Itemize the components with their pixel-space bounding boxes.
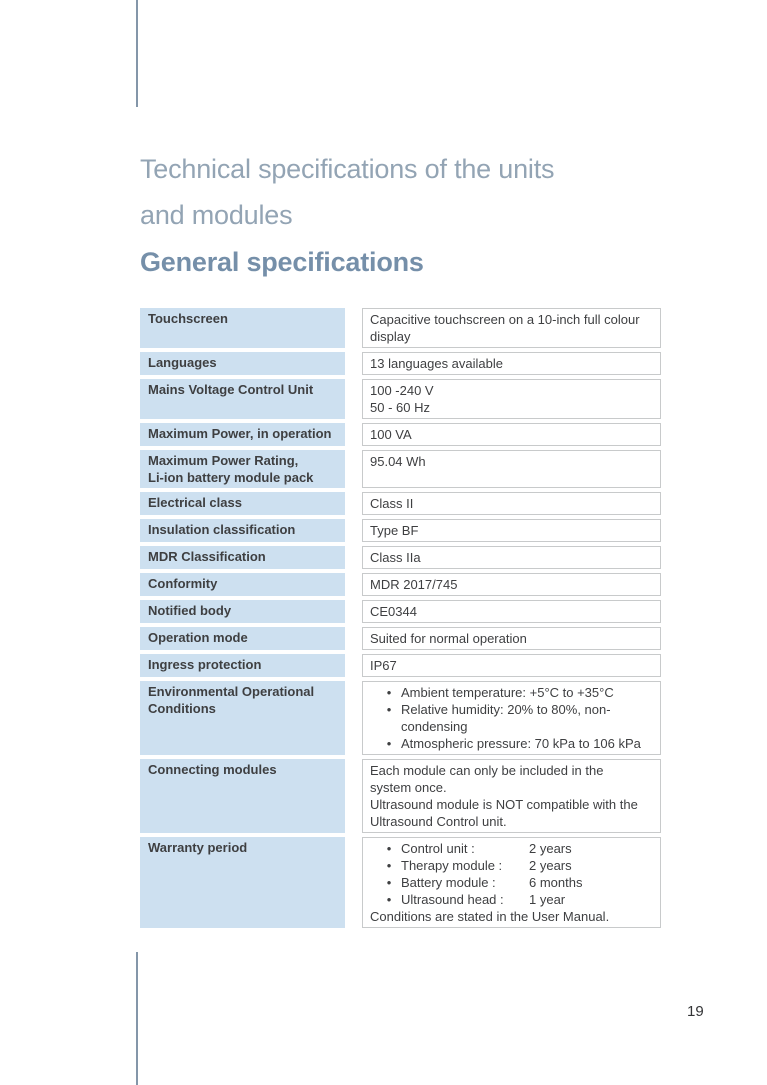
spec-label	[140, 379, 345, 419]
spec-label	[140, 837, 345, 928]
spec-label-line: Connecting modules	[148, 762, 277, 777]
bullet-item	[370, 891, 653, 908]
bullet-text-line: Relative humidity: 20% to 80%, non-	[401, 702, 611, 717]
spec-value-line: Class II	[370, 496, 414, 511]
spec-label-line: Mains Voltage Control Unit	[148, 382, 314, 397]
spec-value-line: Type BF	[370, 523, 419, 538]
spec-row	[140, 308, 661, 348]
spec-label-line: Electrical class	[148, 495, 242, 510]
spec-value-line: Each module can only be included in the	[370, 763, 604, 778]
bullet-icon: •	[386, 858, 392, 873]
spec-label-line: Touchscreen	[148, 311, 228, 326]
spec-value	[362, 423, 661, 446]
bullet-text-line: condensing	[401, 719, 468, 734]
spec-row	[140, 450, 661, 488]
spec-label	[140, 627, 345, 650]
bullet-text	[401, 735, 653, 752]
spec-label	[140, 759, 345, 833]
spec-label-line: Conditions	[148, 701, 216, 716]
section-subtitle: General specifications	[140, 247, 424, 277]
bullet-item	[370, 735, 653, 752]
spec-row	[140, 837, 661, 928]
spec-label	[140, 573, 345, 596]
spec-label	[140, 492, 345, 515]
spec-label-line: Warranty period	[148, 840, 248, 855]
spec-row	[140, 627, 661, 650]
bullet-item-value: 2 years	[529, 841, 572, 856]
spec-row	[140, 519, 661, 542]
spec-row	[140, 759, 661, 833]
bullet-item-name: Battery module :	[401, 875, 496, 890]
spec-label-line: MDR Classification	[148, 549, 266, 564]
spec-label-line: Maximum Power, in operation	[148, 426, 332, 441]
bullet-item	[370, 684, 653, 701]
accent-line-bottom	[136, 952, 138, 1085]
spec-value	[362, 654, 661, 677]
bullet-item-name: Control unit :	[401, 841, 475, 856]
spec-value	[362, 308, 661, 348]
spec-value-footnote: Conditions are stated in the User Manual.	[370, 909, 610, 924]
spec-label	[140, 450, 345, 488]
spec-value-line: Ultrasound Control unit.	[370, 814, 507, 829]
spec-row	[140, 654, 661, 677]
spec-label-line: Li-ion battery module pack	[148, 470, 314, 485]
spec-table	[140, 308, 661, 928]
spec-label-line: Operation mode	[148, 630, 248, 645]
spec-value-line: Capacitive touchscreen on a 10-inch full colour	[370, 312, 640, 327]
accent-line-top	[136, 0, 138, 107]
spec-label-line: Conformity	[148, 576, 218, 591]
spec-label	[140, 308, 345, 348]
spec-value-line: CE0344	[370, 604, 417, 619]
spec-row	[140, 573, 661, 596]
spec-value-line: MDR 2017/745	[370, 577, 458, 592]
spec-value	[362, 450, 661, 488]
bullet-icon: •	[386, 702, 392, 717]
spec-row	[140, 546, 661, 569]
page-title-line2: and modules	[140, 200, 293, 230]
spec-row	[140, 492, 661, 515]
spec-label	[140, 352, 345, 375]
spec-value	[362, 352, 661, 375]
bullet-icon: •	[386, 685, 392, 700]
bullet-item	[370, 857, 653, 874]
spec-label	[140, 681, 345, 755]
bullet-icon: •	[386, 736, 392, 751]
spec-value	[362, 519, 661, 542]
spec-value-line: 95.04 Wh	[370, 454, 426, 469]
bullet-item-value: 1 year	[529, 892, 566, 907]
spec-row	[140, 600, 661, 623]
spec-label-line: Ingress protection	[148, 657, 262, 672]
spec-value-line: Suited for normal operation	[370, 631, 527, 646]
spec-value	[362, 759, 661, 833]
bullet-text	[401, 857, 653, 874]
bullet-icon: •	[386, 875, 392, 890]
spec-value-line: system once.	[370, 780, 447, 795]
spec-row	[140, 379, 661, 419]
spec-label	[140, 654, 345, 677]
spec-value	[362, 546, 661, 569]
spec-value	[362, 573, 661, 596]
bullet-item	[370, 840, 653, 857]
bullet-text	[401, 840, 653, 857]
spec-value-line: display	[370, 329, 411, 344]
spec-value-line: IP67	[370, 658, 397, 673]
spec-label-line: Notified body	[148, 603, 232, 618]
bullet-text	[401, 874, 653, 891]
spec-label-line: Environmental Operational	[148, 684, 315, 699]
spec-row	[140, 423, 661, 446]
spec-label	[140, 546, 345, 569]
bullet-item-name: Ultrasound head :	[401, 892, 504, 907]
page-title-line1: Technical specifications of the units	[140, 154, 555, 184]
page-number: 19	[687, 1003, 704, 1020]
spec-row	[140, 681, 661, 755]
spec-value	[362, 837, 661, 928]
spec-label	[140, 519, 345, 542]
spec-value	[362, 492, 661, 515]
bullet-text	[401, 891, 653, 908]
bullet-text	[401, 701, 653, 735]
bullet-item	[370, 874, 653, 891]
spec-label-line: Maximum Power Rating,	[148, 453, 299, 468]
spec-label	[140, 600, 345, 623]
bullet-item-value: 2 years	[529, 858, 572, 873]
spec-value	[362, 379, 661, 419]
spec-label	[140, 423, 345, 446]
spec-value	[362, 600, 661, 623]
spec-value	[362, 681, 661, 755]
page-header	[140, 146, 700, 282]
bullet-text	[401, 684, 653, 701]
spec-value-line: 50 - 60 Hz	[370, 400, 430, 415]
bullet-icon: •	[386, 892, 392, 907]
spec-label-line: Languages	[148, 355, 217, 370]
bullet-text-line: Ambient temperature: +5°C to +35°C	[401, 685, 614, 700]
spec-value-line: 100 -240 V	[370, 383, 434, 398]
spec-value-line: 13 languages available	[370, 356, 503, 371]
bullet-text-line: Atmospheric pressure: 70 kPa to 106 kPa	[401, 736, 641, 751]
spec-value-line: Class IIa	[370, 550, 421, 565]
spec-value-line: 100 VA	[370, 427, 412, 442]
spec-row	[140, 352, 661, 375]
bullet-item-value: 6 months	[529, 875, 583, 890]
bullet-item	[370, 701, 653, 735]
spec-value-line: Ultrasound module is NOT compatible with the	[370, 797, 638, 812]
bullet-icon: •	[386, 841, 392, 856]
spec-value	[362, 627, 661, 650]
spec-label-line: Insulation classification	[148, 522, 296, 537]
bullet-item-name: Therapy module :	[401, 858, 503, 873]
